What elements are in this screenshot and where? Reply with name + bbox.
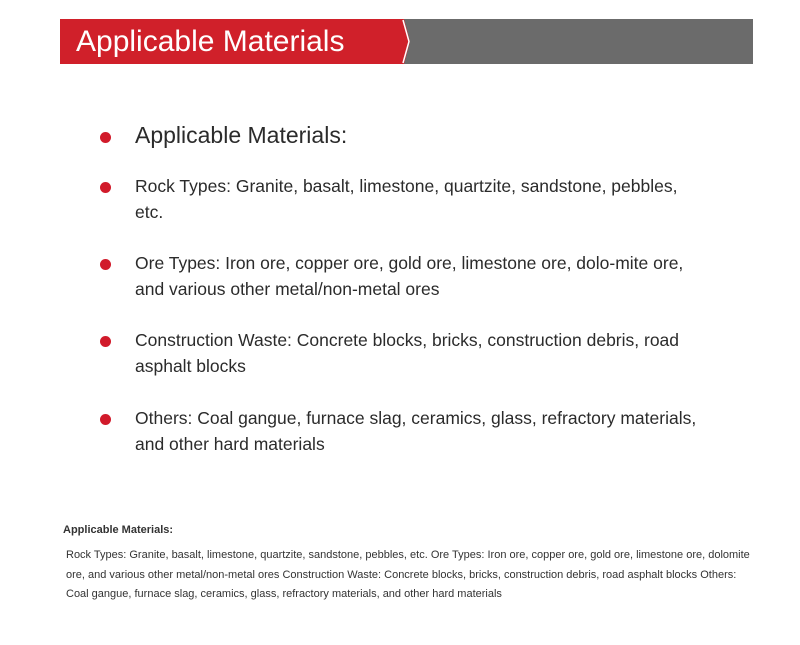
- caption-block: [63, 522, 753, 605]
- bullet-text: Rock Types: Granite, basalt, limestone, quartzite, sandstone, pebbles, etc.: [135, 176, 678, 222]
- bullet-text: Others: Coal gangue, furnace slag, ceramics, glass, refractory materials, and other hard materials: [135, 408, 697, 454]
- bullet-dot-icon: [100, 336, 111, 347]
- section-banner: [60, 19, 753, 64]
- caption-body: Rock Types: Granite, basalt, limestone, quartzite, sandstone, pebbles, etc. Ore Types: Iron ore, copper ore, gold ore, limestone ore, dolomite ore, and various other metal/non-metal ores Construction Waste: Concrete blocks, bricks, construction debris, road asphalt blocks Others: Coal gangue, furnace slag, ceramics, glass, refractory materials, and other hard materials: [66, 549, 750, 600]
- bullet-text: Ore Types: Iron ore, copper ore, gold ore, limestone ore, dolo-mite ore, and various other metal/non-metal ores: [135, 253, 684, 299]
- bullet-text: Construction Waste: Concrete blocks, bricks, construction debris, road asphalt blocks: [135, 330, 680, 376]
- banner-title: Applicable Materials: [76, 25, 345, 58]
- bullet-dot-icon: [100, 259, 111, 270]
- caption-title: Applicable Materials:: [63, 524, 174, 536]
- bullet-dot-icon: [100, 414, 111, 425]
- bullet-dot-icon: [100, 132, 111, 143]
- bullet-dot-icon: [100, 182, 111, 193]
- banner-arrow-icon: [398, 19, 410, 64]
- slide-heading-text: Applicable Materials:: [135, 122, 348, 148]
